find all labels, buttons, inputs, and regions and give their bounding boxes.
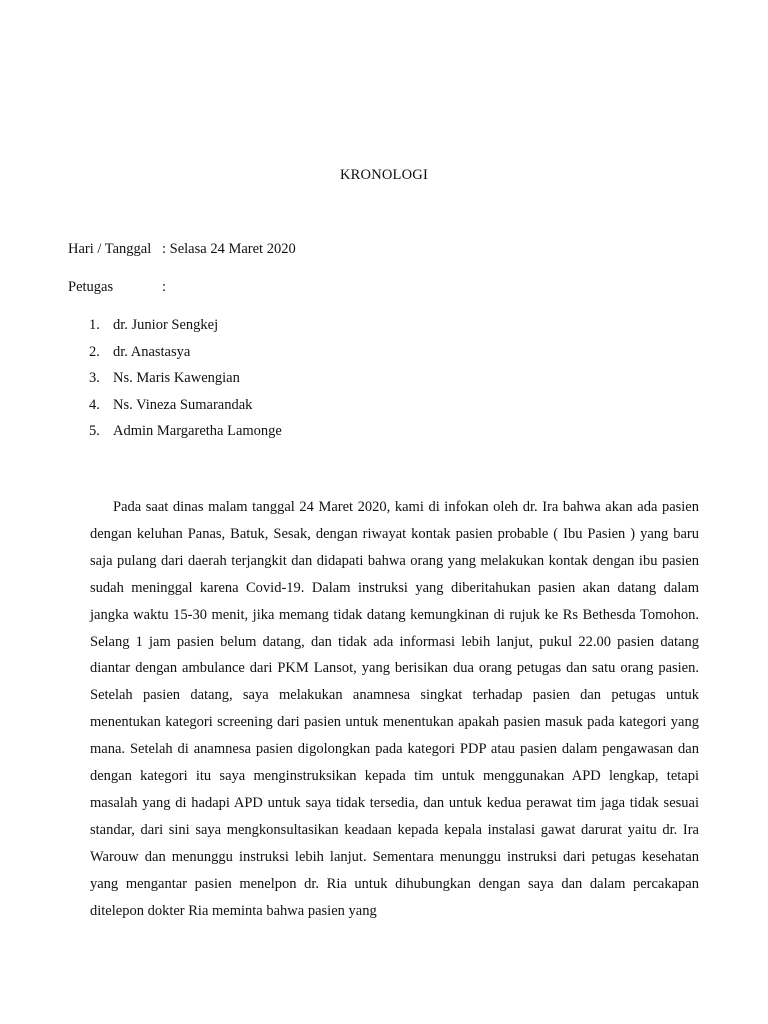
- list-item-number: 1.: [89, 317, 100, 333]
- officer-list: [89, 316, 282, 449]
- narrative-paragraph: Pada saat dinas malam tanggal 24 Maret 2020, kami di infokan oleh dr. Ira bahwa akan ada pasien dengan keluhan Panas, Batuk, Sesak, dengan riwayat kontak pasien probable ( Ibu Pasien ) yang baru saja pulang dari daerah terjangkit dan didapati bahwa orang yang melakukan kontak dengan ibu pasien sudah meninggal karena Covid-19. Dalam instruksi yang diberitahukan pasien akan datang dalam jangka waktu 15-30 menit, jika memang tidak datang kemungkinan di rujuk ke Rs Bethesda Tomohon. Selang 1 jam pasien belum datang, dan tidak ada informasi lebih lanjut, pukul 22.00 pasien datang diantar dengan ambulance dari PKM Lansot, yang berisikan dua orang petugas dan satu orang pasien. Setelah pasien datang, saya melakukan anamnesa singkat terhadap pasien dan petugas untuk menentukan kategori screening dari pasien untuk menentukan apakah pasien masuk pada kategori yang mana. Setelah di anamnesa pasien digolongkan pada kategori PDP atau pasien dalam pengawasan dan dengan kategori itu saya menginstruksikan kepada tim untuk menggunakan APD lengkap, tetapi masalah yang di hadapi APD untuk saya tidak tersedia, dan untuk kedua perawat tim jaga tidak sesuai standar, dari sini saya mengkonsultasikan keadaan kepada kepala instalasi gawat darurat yaitu dr. Ira Warouw dan menunggu instruksi lebih lanjut. Sementara menunggu instruksi dari petugas kesehatan yang mengantar pasien menelpon dr. Ria untuk dihubungkan dengan saya dan dalam percakapan ditelepon dokter Ria meminta bahwa pasien yang: [90, 499, 699, 919]
- document-title: KRONOLOGI: [340, 167, 428, 183]
- list-item: [89, 316, 282, 343]
- list-item-number: 4.: [89, 396, 100, 413]
- list-item-number: 2.: [89, 343, 100, 360]
- date-separator: :: [162, 241, 167, 257]
- list-item: [89, 343, 282, 370]
- officer-name: dr. Junior Sengkej: [113, 317, 219, 333]
- list-item-number: 3.: [89, 370, 100, 387]
- officer-row: [68, 279, 166, 296]
- officer-label: Petugas: [68, 279, 114, 295]
- officer-name: Ns. Maris Kawengian: [113, 370, 240, 387]
- list-item: [89, 422, 282, 449]
- list-item: [89, 369, 282, 396]
- officer-name: Ns. Vineza Sumarandak: [113, 396, 253, 413]
- date-label: Hari / Tanggal: [68, 241, 152, 257]
- date-row: [68, 241, 296, 258]
- list-item: [89, 396, 282, 423]
- list-item-number: 5.: [89, 423, 100, 440]
- date-value: Selasa 24 Maret 2020: [169, 241, 296, 257]
- officer-name: dr. Anastasya: [113, 343, 191, 360]
- officer-name: Admin Margaretha Lamonge: [113, 423, 282, 440]
- officer-separator: :: [162, 279, 167, 295]
